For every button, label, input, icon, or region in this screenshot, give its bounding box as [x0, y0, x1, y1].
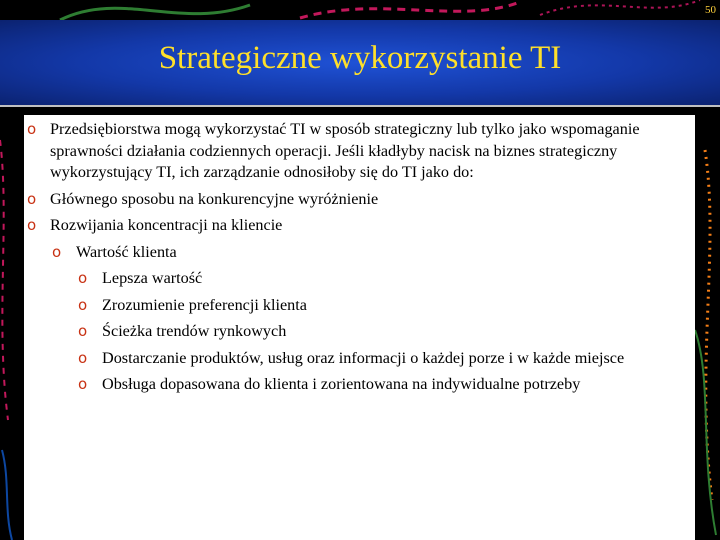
slide-title: Strategiczne wykorzystanie TI [158, 40, 562, 76]
circle-bullet-icon: o [78, 375, 88, 393]
bullet-text: Lepsza wartość [102, 269, 203, 287]
circle-bullet-icon: o [27, 120, 37, 138]
circle-bullet-icon: o [78, 348, 88, 367]
decorative-curve [0, 140, 8, 420]
decorative-curve [60, 5, 250, 20]
bullet-item [24, 119, 695, 184]
bullet-text: Głównego sposobu na konkurencyjne wyróżnienie [50, 189, 379, 208]
bullet-item [24, 321, 695, 343]
circle-bullet-icon: o [27, 189, 37, 208]
circle-bullet-icon: o [27, 216, 37, 234]
decorative-curve [2, 450, 12, 540]
slide-content [24, 115, 695, 540]
bullet-item [24, 189, 695, 211]
bullet-text: Rozwijania koncentracji na kliencie [50, 216, 283, 234]
circle-bullet-icon: o [78, 295, 88, 314]
title-bar [0, 20, 720, 107]
bullet-item [24, 268, 695, 290]
bullet-text: Zrozumienie preferencji klienta [102, 295, 307, 314]
bullet-text: Dostarczanie produktów, usług oraz informacji o każdej porze i w każde miejsce [102, 348, 625, 367]
circle-bullet-icon: o [52, 242, 62, 261]
bullet-item [24, 215, 695, 237]
bullet-text: Obsługa dopasowana do klienta i zorientowana na indywidualne potrzeby [102, 375, 581, 393]
bullet-item [24, 242, 695, 264]
bullet-item [24, 348, 695, 370]
bullet-text: Ścieżka trendów rynkowych [102, 322, 287, 340]
bullet-text: Przedsiębiorstwa mogą wykorzystać TI w sposób strategiczny lub tylko jako wspomaganie sprawności działania codziennych operacji. Jeśli kładłyby nacisk na biznes strategiczny wykorzystujący TI, ich zarządzanie odnosiłoby się do TI jako do: [50, 120, 640, 181]
bullet-item [24, 295, 695, 317]
decorative-curve [540, 0, 700, 15]
circle-bullet-icon: o [78, 322, 88, 340]
page-number: 50 [705, 4, 716, 16]
bullet-item [24, 374, 695, 396]
decorative-curve [300, 2, 520, 18]
bullet-text: Wartość klienta [76, 242, 177, 261]
circle-bullet-icon: o [78, 269, 88, 287]
